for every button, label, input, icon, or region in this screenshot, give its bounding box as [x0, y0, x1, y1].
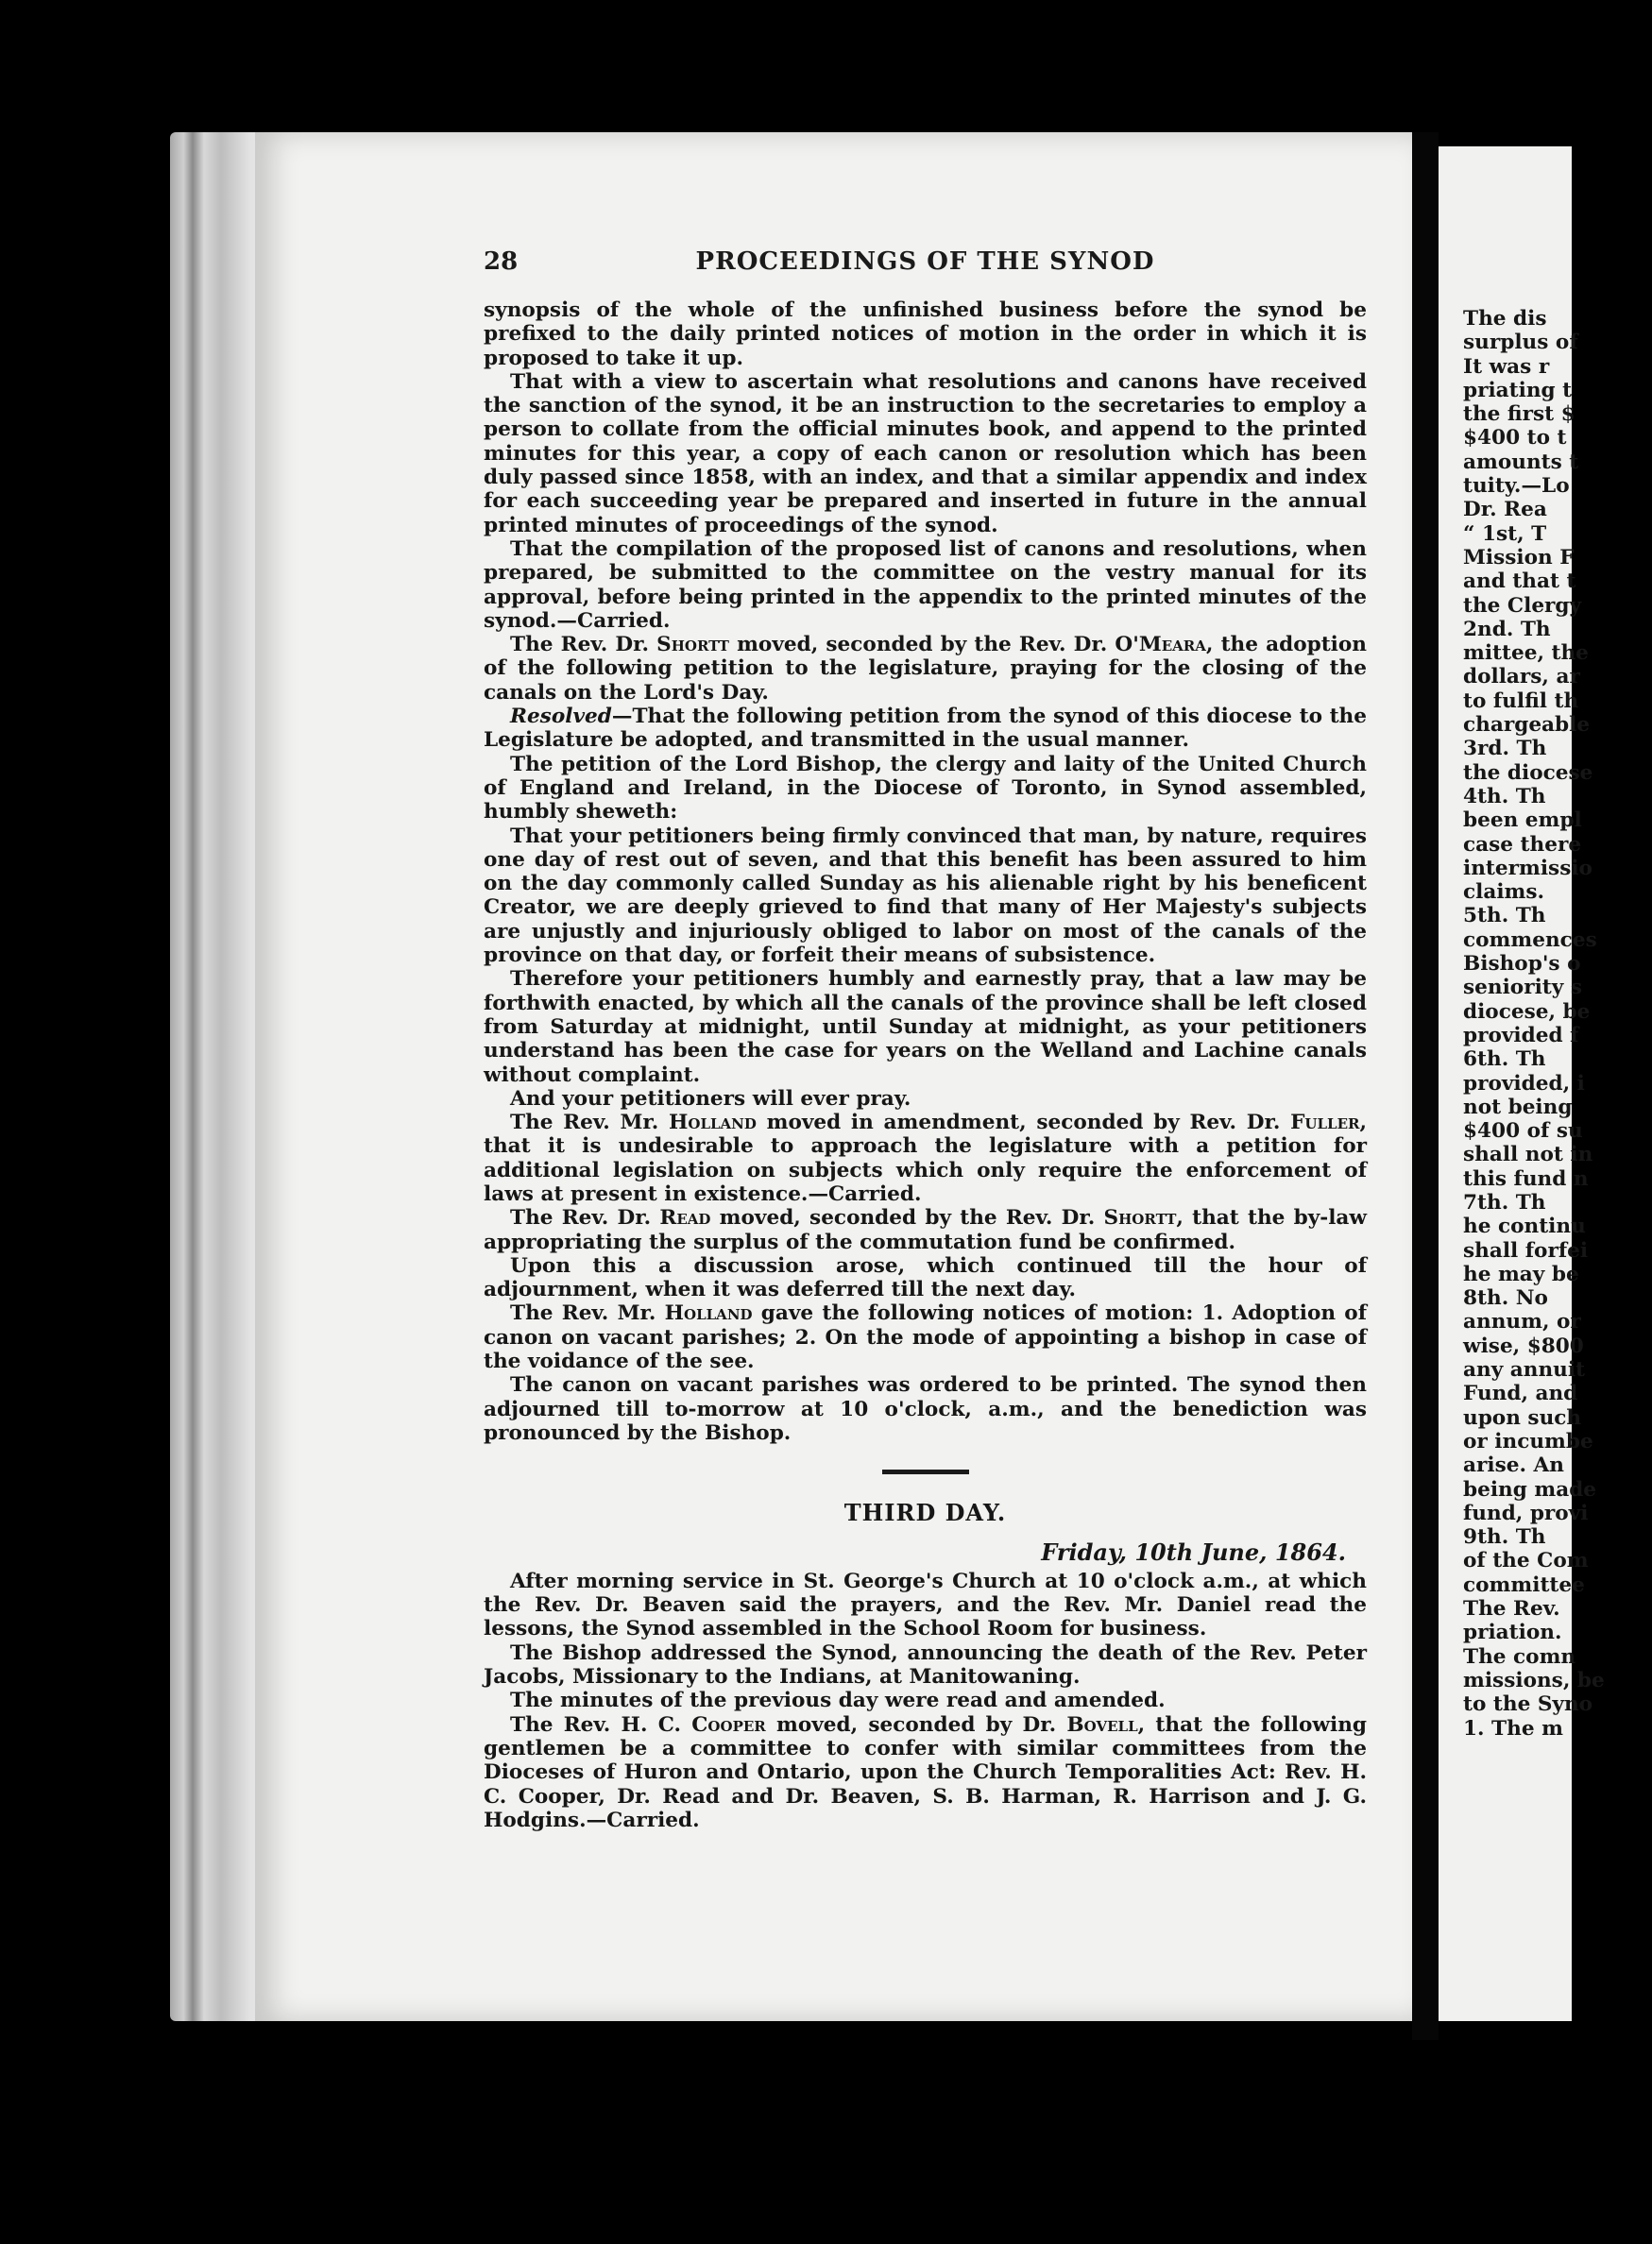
holland-amendment-paragraph: The Rev. Mr. Holland moved in amendment, seconded by Rev. Dr. Fuller, that it is undesirable to approach the legislature with a petition for additional legislation on subjects which only require the enforcement of laws at present in existence.—Carried. — [484, 1111, 1368, 1206]
right-page-line: to fulfil th — [1463, 688, 1579, 713]
dateline: Friday, 10th June, 1864. — [1041, 1538, 1346, 1566]
right-page-line: 5th. Th — [1463, 904, 1546, 928]
right-page-line: 1. The m — [1463, 1716, 1563, 1741]
right-page-line: to the Syno — [1463, 1692, 1593, 1717]
page-body — [484, 298, 1367, 1832]
right-page-line: not being — [1463, 1095, 1573, 1119]
right-page-line: any annuit — [1463, 1358, 1586, 1383]
book-gutter — [1412, 132, 1439, 2040]
right-page-line: this fund n — [1463, 1166, 1589, 1191]
page-title: PROCEEDINGS OF THE SYNOD — [695, 247, 1155, 276]
running-head — [484, 247, 1367, 280]
paragraph: That with a view to ascertain what resolutions and canons have received the sanction of the synod, it be an instruction to the secretaries to employ a person to collate from the official minutes book, and append to the printed minutes for this year, a copy of each canon or resolution which has been duly passed since 1858, with an index, and that a similar appendix and index for each succeeding year be prepared and inserted in future in the annual printed minutes of proceedings of the synod. — [484, 369, 1367, 537]
paragraph: synopsis of the whole of the unfinished business before the synod be prefixed to the daily printed notices of motion in the order in which it is proposed to take it up. — [484, 298, 1367, 370]
right-page-line: 3rd. Th — [1463, 737, 1547, 761]
right-page-line: committee — [1463, 1572, 1585, 1597]
right-page-fragment — [1439, 146, 1605, 2021]
paragraph: After morning service in St. George's Church at 10 o'clock a.m., at which the Rev. Dr. Beaven said the prayers, and the Rev. Mr. Daniel read the lessons, the Synod assembled in the School Room for business. — [484, 1569, 1367, 1641]
right-page-line: case there — [1463, 832, 1582, 857]
section-heading: THIRD DAY. — [843, 1499, 1007, 1527]
right-page-line: 8th. No — [1463, 1286, 1548, 1311]
resolved-paragraph: Resolved—That the following petition from the synod of this diocese to the Legislature be adopted, and transmitted in the usual manner. — [484, 705, 1367, 753]
right-page-line: being made — [1463, 1477, 1597, 1502]
right-page-line: Bishop's o — [1463, 952, 1581, 977]
paragraph: The Bishop addressed the Synod, announcing the death of the Rev. Peter Jacobs, Missionary to the Indians, at Manitowaning. — [484, 1640, 1367, 1690]
petition-paragraph: That your petitioners being firmly convinced that man, by nature, requires one day of rest out of seven, and that this benefit has been assured to him on the day commonly called Sunday as his alienable right by his beneficent Creator, we are deeply grieved to find that many of Her Majesty's subjects are unjustly and injuriously obliged to labor on most of the canals of the province on that day, or forfeit their means of subsistence. — [484, 824, 1367, 968]
right-page-line: wise, $800 — [1463, 1334, 1584, 1358]
right-page-text — [1463, 307, 1652, 1741]
right-page-line: missions, be — [1463, 1668, 1605, 1692]
right-page-line: The dis — [1463, 307, 1547, 331]
right-page-line: dollars, ar — [1463, 665, 1580, 689]
right-page-line: and that t — [1463, 570, 1576, 594]
right-page-line: 7th. Th — [1463, 1190, 1546, 1215]
right-page-line: It was r — [1463, 354, 1550, 379]
right-page-line: 6th. Th — [1463, 1047, 1546, 1072]
right-page-line: priating t — [1463, 378, 1573, 402]
right-page-line: 2nd. Th — [1463, 617, 1551, 641]
right-page-line: the diocese — [1463, 760, 1593, 785]
petition-paragraph: The petition of the Lord Bishop, the clergy and laity of the United Church of England and Ireland, in the Diocese of Toronto, in Synod assembled, humbly sheweth: — [484, 752, 1367, 824]
right-page-line: $400 of su — [1463, 1119, 1583, 1144]
page-number: 28 — [484, 247, 519, 276]
right-page-line: The Rev. — [1463, 1597, 1560, 1622]
right-page-line: Fund, and — [1463, 1382, 1578, 1406]
right-page-line: shall forfei — [1463, 1238, 1589, 1263]
right-page-line: Mission F — [1463, 545, 1575, 570]
right-page-line: been empl — [1463, 808, 1582, 833]
right-page-line: “ 1st, T — [1463, 521, 1547, 546]
cooper-motion-paragraph: The Rev. H. C. Cooper moved, seconded by Dr. Bovell, that the following gentlemen be a committee to confer with similar committees from the Dioceses of Huron and Ontario, upon the Church Temporalities Act: Rev. H. C. Cooper, Dr. Read and Dr. Beaven, S. B. Harman, R. Harrison and J. G. Hodgins.—Carried. — [484, 1712, 1368, 1832]
right-page-line: tuity.—Lo — [1463, 474, 1570, 499]
right-page-line: or incumbe — [1463, 1429, 1593, 1454]
right-page-line: annum, or — [1463, 1310, 1581, 1334]
paragraph: That the compilation of the proposed list of canons and resolutions, when prepared, be submitted to the committee on the vestry manual for its approval, before being printed in the appendix to the printed minutes of the synod.—Carried. — [484, 536, 1367, 633]
shortt-motion-paragraph: The Rev. Dr. Shortt moved, seconded by the Rev. Dr. O'Meara, the adoption of the following petition to the legislature, praying for the closing of the canals on the Lord's Day. — [484, 633, 1367, 705]
right-page-line: claims. — [1463, 880, 1545, 905]
section-rule — [882, 1470, 969, 1474]
right-page-line: fund, provi — [1463, 1501, 1589, 1525]
right-page-line: $400 to t — [1463, 426, 1567, 450]
right-page-line: seniority s — [1463, 976, 1582, 1000]
right-page-line: he may be — [1463, 1262, 1579, 1286]
right-page-line: intermissio — [1463, 856, 1592, 880]
petition-paragraph: And your petitioners will ever pray. — [510, 1086, 911, 1111]
holland-notices-paragraph: The Rev. Mr. Holland gave the following notices of motion: 1. Adoption of canon on vacant parishes; 2. On the mode of appointing a bishop in case of the voidance of the see. — [484, 1301, 1367, 1374]
right-page-line: diocese, be — [1463, 999, 1591, 1024]
right-page-line: priation. — [1463, 1621, 1562, 1645]
paragraph: The minutes of the previous day were read and amended. — [510, 1689, 1166, 1713]
read-motion-paragraph: The Rev. Dr. Read moved, seconded by the Rev. Dr. Shortt, that the by-law appropriating the surplus of the commutation fund be confirmed. — [484, 1206, 1367, 1254]
right-page-line: chargeable — [1463, 713, 1591, 738]
petition-paragraph: Therefore your petitioners humbly and earnestly pray, that a law may be forthwith enacted, by which all the canals of the province shall be left closed from Saturday at midnight, until Sunday at midnight, as your petitioners understand has been the case for years on the Welland and Lachine canals without complaint. — [484, 967, 1367, 1087]
right-page-line: surplus of — [1463, 331, 1578, 355]
right-page-line: amounts t — [1463, 450, 1579, 474]
discussion-paragraph: Upon this a discussion arose, which continued till the hour of adjournment, when it was deferred till the next day. — [484, 1253, 1367, 1302]
right-page-line: The comn — [1463, 1644, 1576, 1669]
right-page-line: the Clergy — [1463, 593, 1582, 618]
right-page-line: the first $ — [1463, 402, 1575, 427]
right-page-line: 9th. Th — [1463, 1525, 1546, 1550]
right-page-line: commences — [1463, 927, 1597, 952]
right-page-line: 4th. Th — [1463, 784, 1546, 808]
right-page-line: arise. An — [1463, 1454, 1564, 1478]
right-page-line: he continu — [1463, 1215, 1586, 1239]
right-page-line: Dr. Rea — [1463, 498, 1547, 522]
right-page-line: upon such — [1463, 1405, 1582, 1430]
right-page-line: provided, i — [1463, 1071, 1585, 1096]
canon-printed-paragraph: The canon on vacant parishes was ordered to be printed. The synod then adjourned till to-morrow at 10 o'clock, a.m., and the benediction was pronounced by the Bishop. — [484, 1373, 1367, 1445]
right-page-line: shall not in — [1463, 1143, 1593, 1167]
right-page-line: provided f — [1463, 1023, 1579, 1047]
right-page-line: mittee, the — [1463, 641, 1589, 666]
right-page-line: of the Com — [1463, 1549, 1589, 1573]
